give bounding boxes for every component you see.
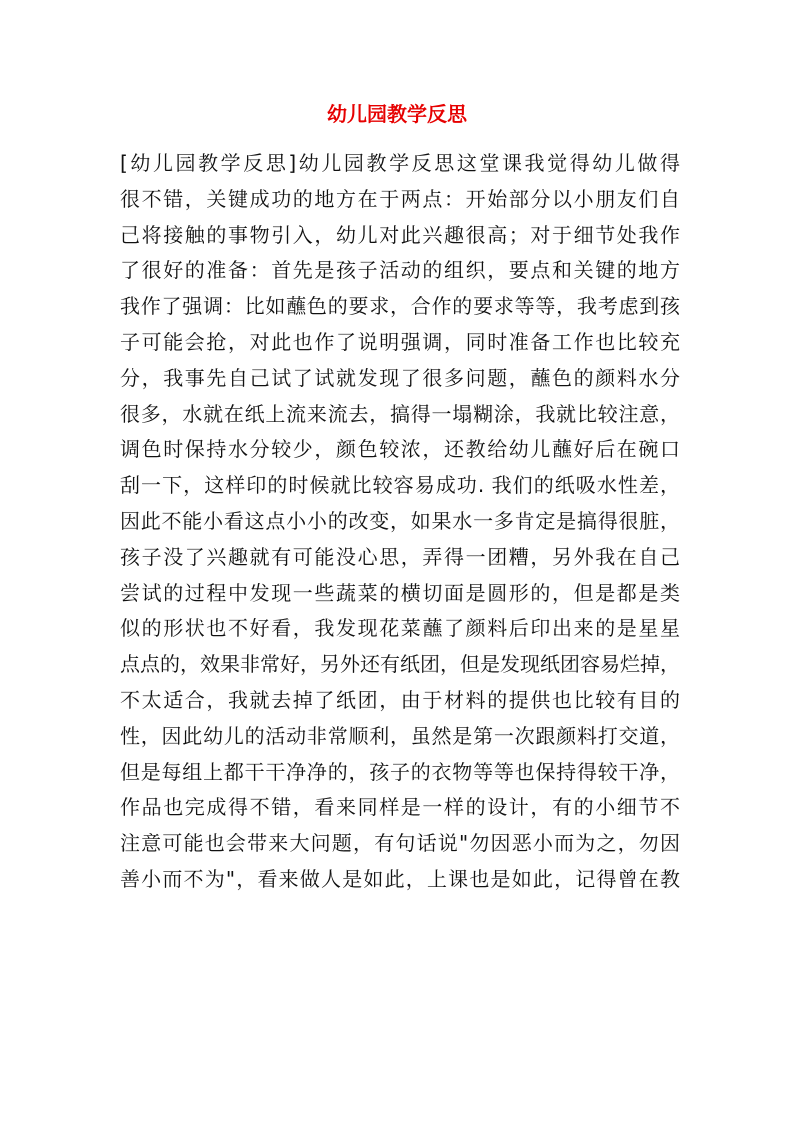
body-line-15: 点点的，效果非常好，另外还有纸团，但是发现纸团容易烂掉， bbox=[120, 652, 680, 677]
body-line-5: 我作了强调：比如蘸色的要求，合作的要求等等，我考虑到孩 bbox=[120, 294, 680, 319]
body-line-7: 分，我事先自己试了试就发现了很多问题，蘸色的颜料水分 bbox=[120, 365, 680, 390]
document-title: 幼儿园教学反思 bbox=[327, 102, 467, 126]
body-line-20: 注意可能也会带来大问题，有句话说"勿因恶小而为之，勿因 bbox=[120, 831, 680, 856]
body-line-12: 孩子没了兴趣就有可能没心思，弄得一团糟，另外我在自己 bbox=[120, 544, 680, 569]
body-line-14: 似的形状也不好看，我发现花菜蘸了颜料后印出来的是星星 bbox=[120, 616, 680, 641]
body-line-11: 因此不能小看这点小小的改变，如果水一多肯定是搞得很脏， bbox=[120, 508, 680, 533]
document-body bbox=[120, 146, 680, 898]
body-line-17: 性，因此幼儿的活动非常顺利，虽然是第一次跟颜料打交道， bbox=[120, 723, 680, 748]
body-line-21: 善小而不为"，看来做人是如此，上课也是如此，记得曾在教 bbox=[120, 866, 680, 891]
body-line-19: 作品也完成得不错，看来同样是一样的设计，有的小细节不 bbox=[120, 795, 680, 820]
body-line-2: 很不错，关键成功的地方在于两点：开始部分以小朋友们自 bbox=[120, 186, 680, 211]
body-line-1: [幼儿园教学反思]幼儿园教学反思这堂课我觉得幼儿做得 bbox=[120, 151, 680, 175]
body-line-4: 了很好的准备：首先是孩子活动的组织，要点和关键的地方 bbox=[120, 258, 680, 283]
body-line-9: 调色时保持水分较少，颜色较浓，还教给幼儿蘸好后在碗口 bbox=[120, 437, 680, 462]
body-line-3: 己将接触的事物引入，幼儿对此兴趣很高；对于细节处我作 bbox=[120, 222, 680, 247]
body-line-13: 尝试的过程中发现一些蔬菜的横切面是圆形的，但是都是类 bbox=[120, 580, 680, 605]
body-line-16: 不太适合，我就去掉了纸团，由于材料的提供也比较有目的 bbox=[120, 687, 680, 712]
body-line-10: 刮一下，这样印的时候就比较容易成功. 我们的纸吸水性差， bbox=[120, 473, 680, 498]
body-line-8: 很多，水就在纸上流来流去，搞得一塌糊涂，我就比较注意， bbox=[120, 401, 680, 426]
body-line-18: 但是每组上都干干净净的，孩子的衣物等等也保持得较干净， bbox=[120, 759, 680, 784]
body-line-6: 子可能会抢，对此也作了说明强调，同时准备工作也比较充 bbox=[120, 329, 680, 354]
